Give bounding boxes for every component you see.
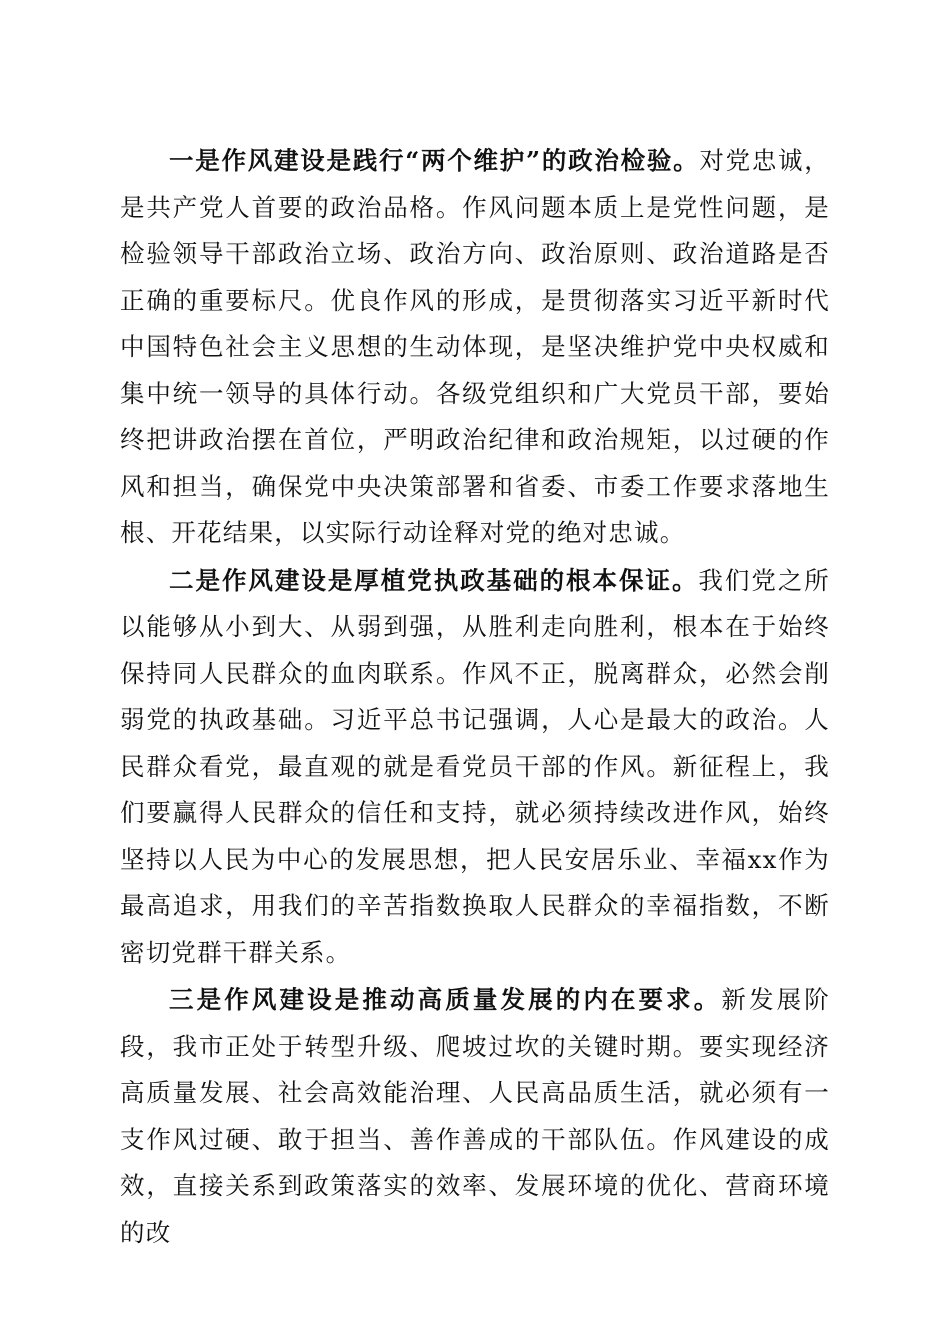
paragraph-1-heading: 一是作风建设是践行“两个维护”的政治检验。 — [169, 146, 700, 175]
paragraph-3 — [120, 977, 830, 1256]
paragraph-2 — [120, 558, 830, 977]
paragraph-3-heading: 三是作风建设是推动高质量发展的内在要求。 — [169, 985, 722, 1014]
paragraph-2-heading: 二是作风建设是厚植党执政基础的根本保证。 — [169, 565, 699, 595]
document-page — [120, 138, 830, 1257]
paragraph-2-body: 我们党之所以能够从小到大、从弱到强，从胜利走向胜利，根本在于始终保持同人民群众的血肉联系。作风不正，脱离群众，必然会削弱党的执政基础。习近平总书记强调，人心是最大的政治。人民群众看党，最直观的就是看党员干部的作风。新征程上，我们要赢得人民群众的信任和支持，就必须持续改进作风，始终坚持以人民为中心的发展思想，把人民安居乐业、幸福xx作为最高追求，用我们的辛苦指数换取人民群众的幸福指数，不断密切党群干群关系。 — [120, 565, 831, 967]
paragraph-3-body: 新发展阶段，我市正处于转型升级、爬坡过坎的关键时期。要实现经济高质量发展、社会高效能治理、人民高品质生活，就必须有一支作风过硬、敢于担当、善作善成的干部队伍。作风建设的成效，直接关系到政策落实的效率、发展环境的优化、营商环境的改 — [120, 985, 830, 1247]
paragraph-1-body: 对党忠诚，是共产党人首要的政治品格。作风问题本质上是党性问题，是检验领导干部政治立场、政治方向、政治原则、政治道路是否正确的重要标尺。优良作风的形成，是贯彻落实习近平新时代中国特色社会主义思想的生动体现，是坚决维护党中央权威和集中统一领导的具体行动。各级党组织和广大党员干部，要始终把讲政治摆在首位，严明政治纪律和政治规矩，以过硬的作风和担当，确保党中央决策部署和省委、市委工作要求落地生根、开花结果，以实际行动诠释对党的绝对忠诚。 — [120, 146, 831, 547]
paragraph-1 — [120, 138, 830, 557]
